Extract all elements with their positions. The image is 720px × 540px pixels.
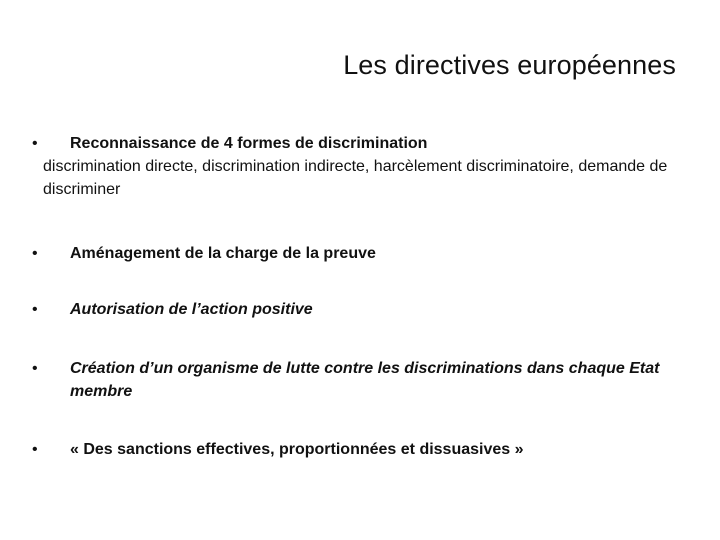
item-text: Aménagement de la charge de la preuve [70,245,376,262]
bullet-icon: • [32,441,38,458]
list-item-forms [30,132,690,201]
list-item-organism [30,357,690,403]
bullet-icon: • [32,301,38,318]
item-text: Reconnaissance de 4 formes de discrimination [70,135,428,152]
bullet-icon: • [32,245,38,262]
item-detail: discrimination directe, discrimination indirecte, harcèlement discriminatoire, demande de discriminer [43,158,668,198]
list-item-burden-of-proof [30,242,690,265]
item-text: Création d’un organisme de lutte contre les discriminations dans chaque Etat membre [70,360,660,400]
bullet-icon: • [32,135,38,152]
list-item-positive-action [30,298,690,321]
list-item-sanctions [30,438,690,461]
slide-title: Les directives européennes [343,50,676,80]
bullet-icon: • [32,360,38,377]
item-text: « Des sanctions effectives, proportionnées et dissuasives » [70,441,524,458]
item-text: Autorisation de l’action positive [70,301,313,318]
